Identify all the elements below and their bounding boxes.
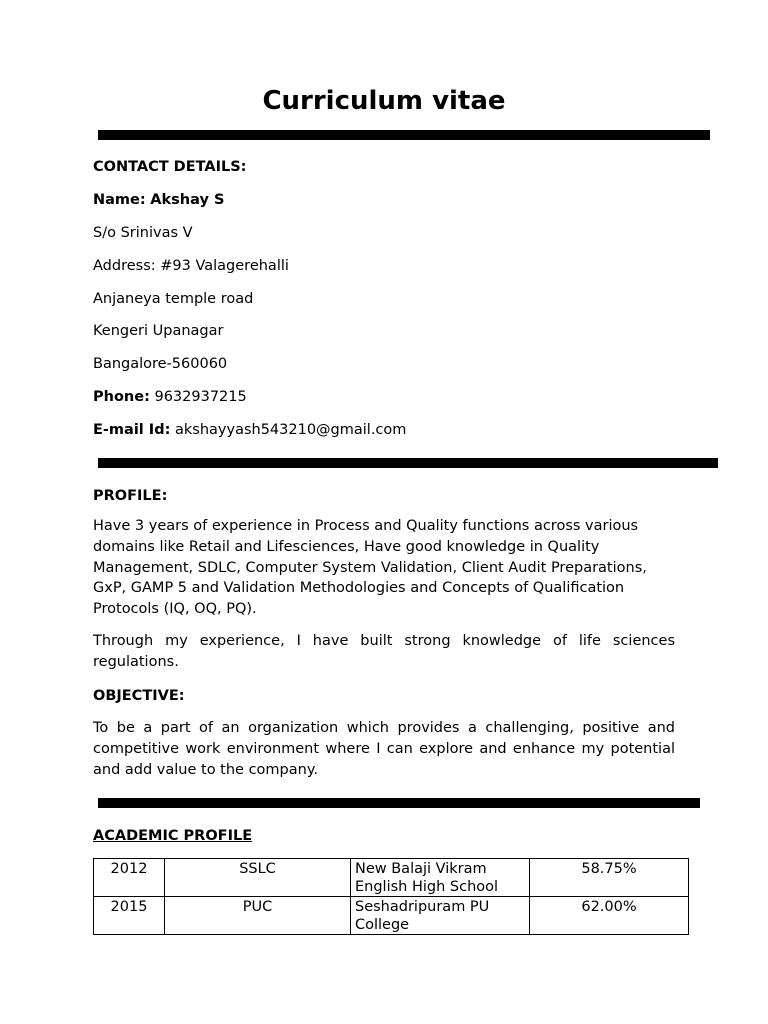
section-divider-top — [98, 130, 710, 140]
section-divider-profile — [98, 458, 718, 468]
objective-paragraph: To be a part of an organization which provides a challenging, positive and competitive work environment where I can explore and enhance my potential and add value to the company. — [93, 720, 675, 778]
institution-cell: Seshadripuram PU College — [351, 897, 530, 935]
course-cell: PUC — [165, 897, 351, 935]
address-line-1 — [93, 256, 289, 276]
email-label: E-mail Id: — [93, 422, 171, 438]
course-cell: SSLC — [165, 859, 351, 897]
contact-heading: CONTACT DETAILS: — [93, 159, 247, 175]
profile-paragraph-1: Have 3 years of experience in Process and Quality functions across various domains like Retail and Lifesciences, Have good knowledge in Quality Management, SDLC, Computer System Validation, Client Audit Preparations, GxP, GAMP 5 and Validation Methodologies and Concepts of Qualification Protocols (IQ, OQ, PQ). — [93, 518, 647, 618]
email-line — [93, 420, 406, 440]
address-value-1: #93 Valagerehalli — [160, 258, 289, 274]
name-value: Akshay S — [150, 192, 225, 208]
phone-label: Phone: — [93, 389, 150, 405]
year-cell: 2015 — [94, 897, 165, 935]
profile-heading: PROFILE: — [93, 488, 168, 504]
address-line-2: Anjaneya temple road — [93, 291, 254, 307]
document-title: Curriculum vitae — [262, 86, 506, 116]
address-line-4: Bangalore-560060 — [93, 356, 228, 372]
percentage-cell: 62.00% — [530, 897, 689, 935]
section-divider-academic — [98, 798, 700, 808]
year-cell: 2012 — [94, 859, 165, 897]
table-row — [94, 897, 689, 935]
name-line — [93, 190, 224, 210]
email-value: akshayyash543210@gmail.com — [175, 422, 407, 438]
academic-heading: ACADEMIC PROFILE — [93, 828, 253, 844]
address-label: Address: — [93, 258, 156, 274]
academic-table — [93, 858, 689, 935]
profile-paragraph-2: Through my experience, I have built strong knowledge of life sciences regulations. — [93, 633, 675, 670]
institution-cell: New Balaji Vikram English High School — [351, 859, 530, 897]
table-row — [94, 859, 689, 897]
objective-heading: OBJECTIVE: — [93, 688, 185, 704]
phone-value: 9632937215 — [154, 389, 247, 405]
address-line-3: Kengeri Upanagar — [93, 323, 224, 339]
phone-line — [93, 387, 247, 407]
percentage-cell: 58.75% — [530, 859, 689, 897]
parent-line: S/o Srinivas V — [93, 225, 193, 241]
name-label: Name: — [93, 192, 146, 208]
